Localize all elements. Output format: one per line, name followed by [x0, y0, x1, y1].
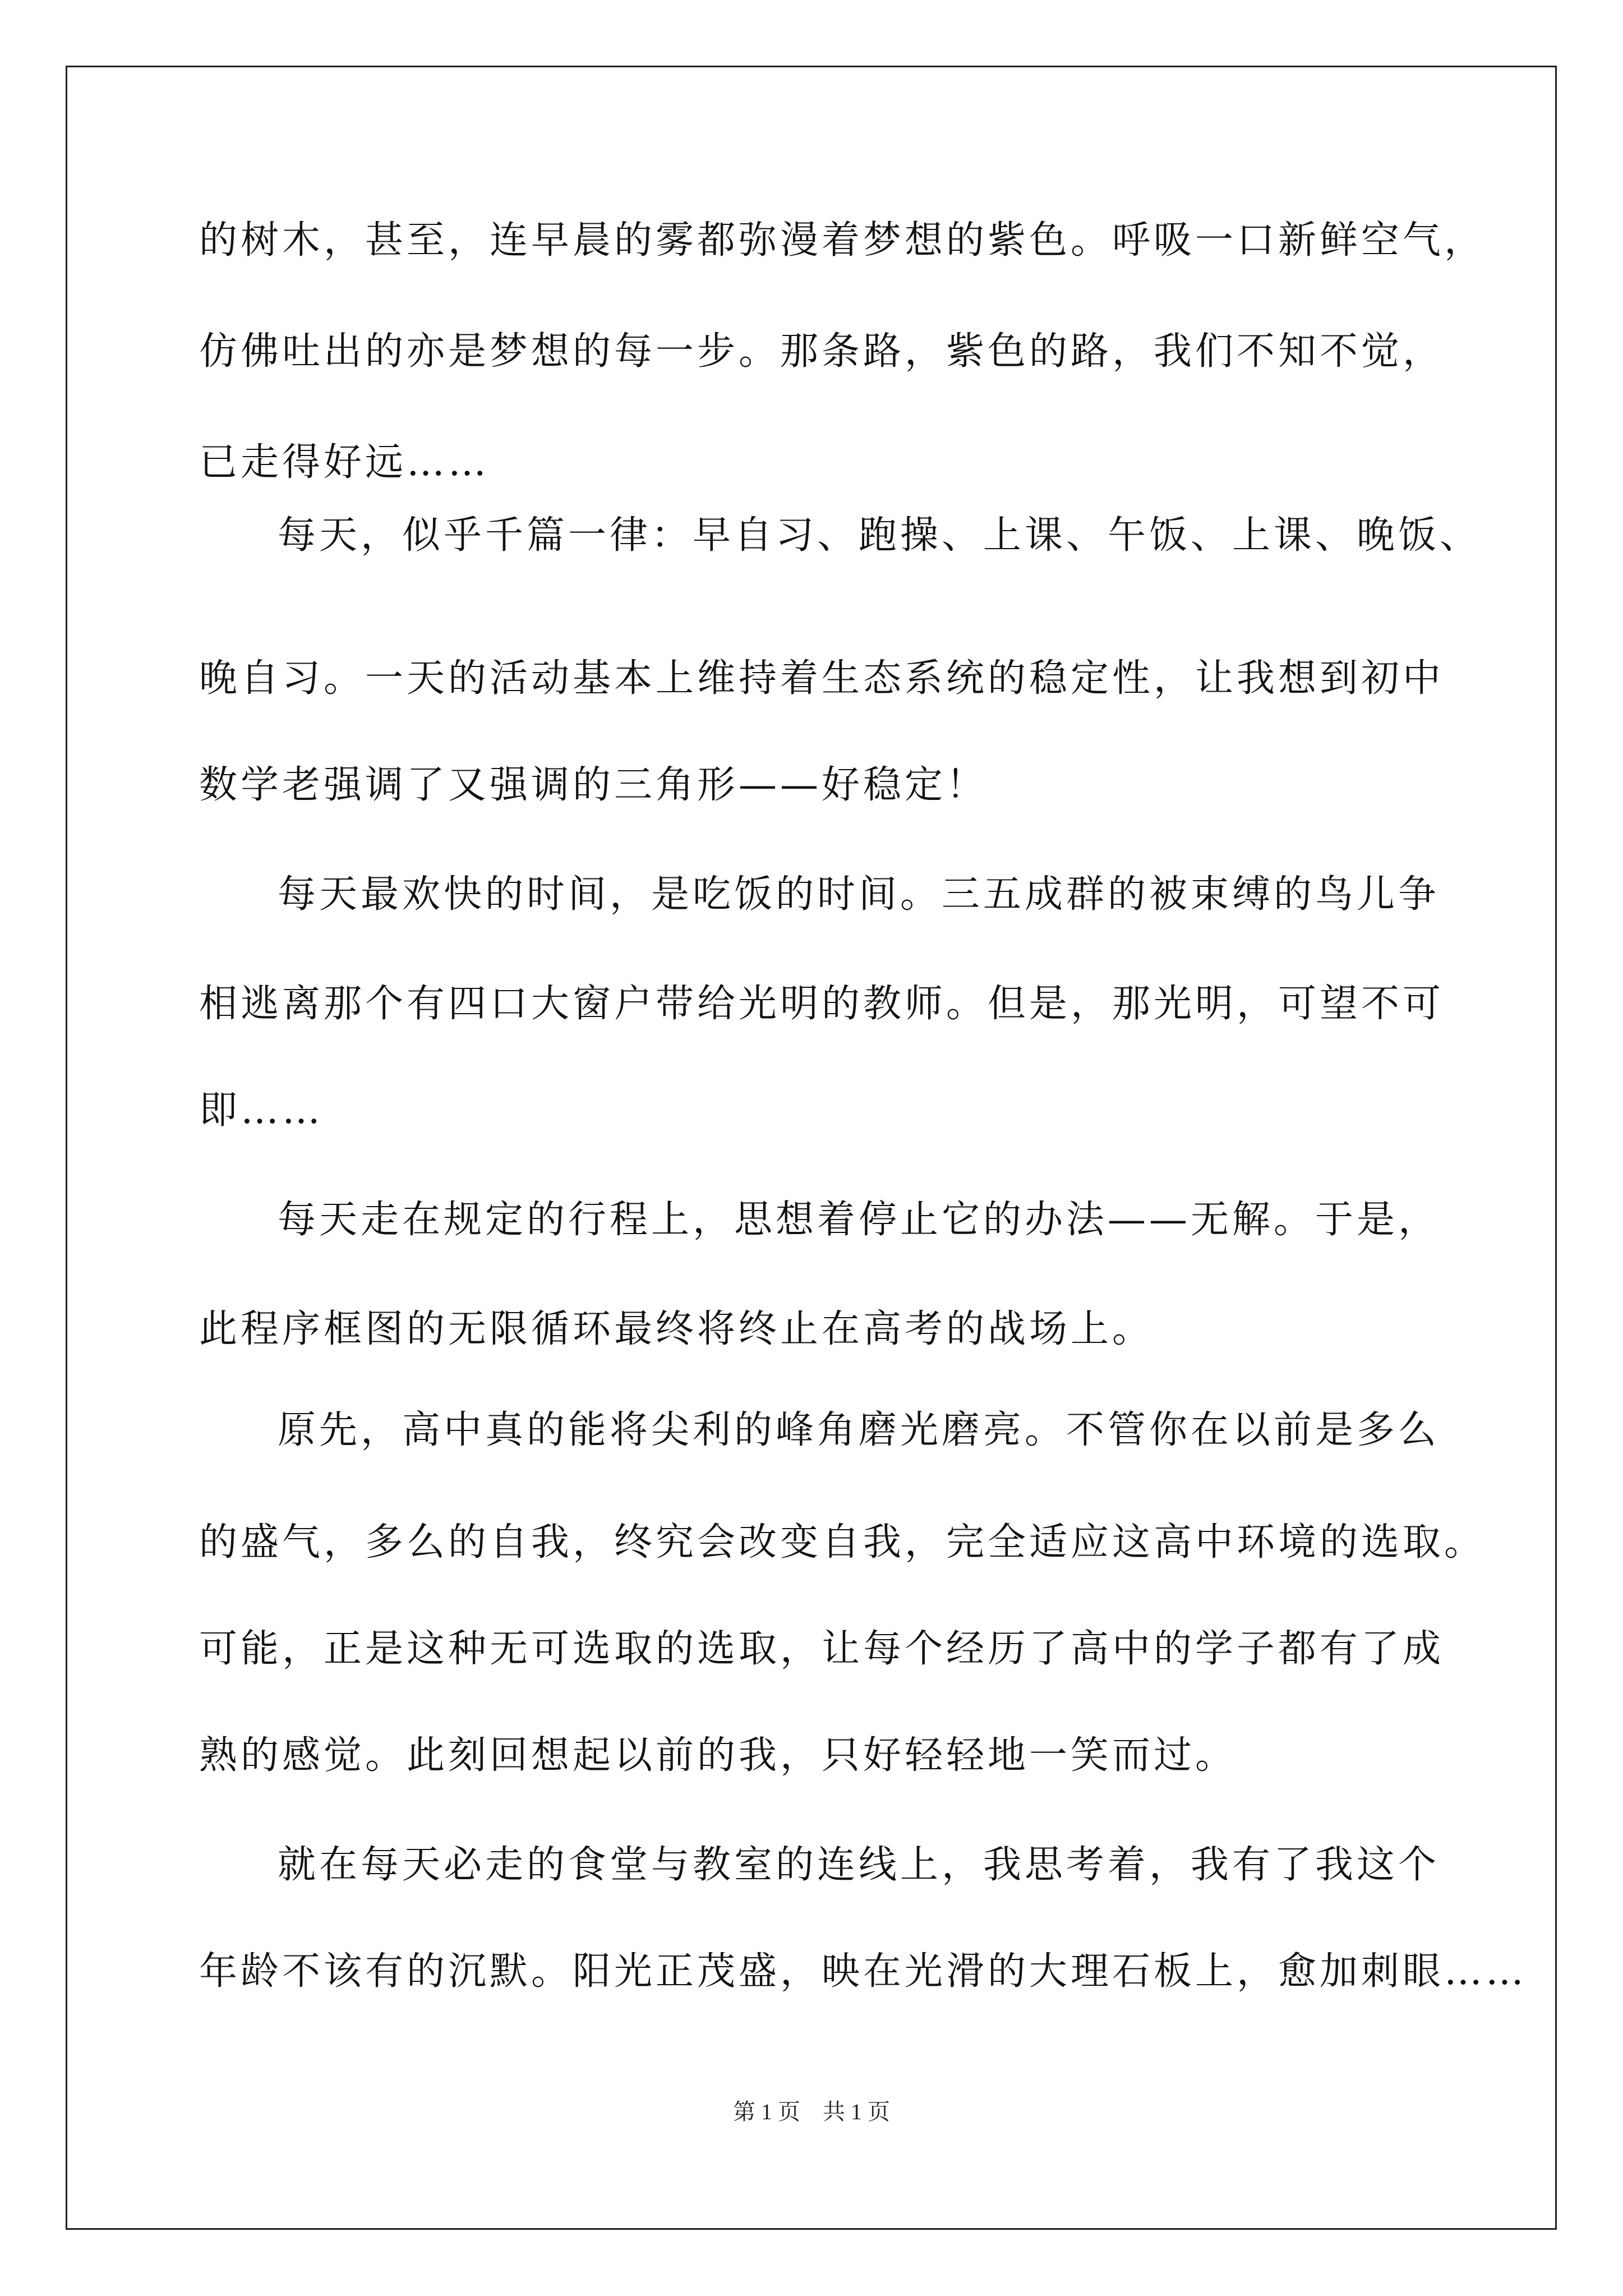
text-line: 可能，正是这种无可选取的选取，让每个经历了高中的学子都有了成 [199, 1627, 1445, 1671]
text-line: 已走得好远…… [199, 440, 490, 485]
paragraph-start-line: 每天最欢快的时间，是吃饭的时间。三五成群的被束缚的鸟儿争 [278, 872, 1440, 917]
text-line: 仿佛吐出的亦是梦想的每一步。那条路，紫色的路，我们不知不觉， [199, 329, 1445, 374]
text-line: 熟的感觉。此刻回想起以前的我，只好轻轻地一笑而过。 [199, 1733, 1237, 1778]
paragraph-start-line: 原先，高中真的能将尖利的峰角磨光磨亮。不管你在以前是多么 [278, 1408, 1440, 1452]
paragraph-start-line: 每天走在规定的行程上，思想着停止它的办法——无解。于是， [278, 1198, 1440, 1242]
text-line: 此程序框图的无限循环最终将终止在高考的战场上。 [199, 1307, 1154, 1351]
text-line: 年龄不该有的沉默。阳光正茂盛，映在光滑的大理石板上，愈加刺眼…… [199, 1949, 1528, 1994]
text-line: 即…… [199, 1088, 324, 1133]
paragraph-start-line: 就在每天必走的食堂与教室的连线上，我思考着，我有了我这个 [278, 1843, 1440, 1887]
page-border [66, 66, 1557, 2230]
text-line: 数学老强调了又强调的三角形——好稳定！ [199, 763, 988, 807]
text-line: 的树木，甚至，连早晨的雾都弥漫着梦想的紫色。呼吸一口新鲜空气， [199, 218, 1486, 263]
text-line: 的盛气，多么的自我，终究会改变自我，完全适应这高中环境的选取。 [199, 1520, 1486, 1565]
page-number-footer: 第 1 页 共 1 页 [733, 2099, 890, 2124]
text-line: 相逃离那个有四口大窗户带给光明的教师。但是，那光明，可望不可 [199, 982, 1445, 1026]
paragraph-start-line: 每天，似乎千篇一律：早自习、跑操、上课、午饭、上课、晚饭、 [278, 513, 1482, 558]
text-line: 晚自习。一天的活动基本上维持着生态系统的稳定性，让我想到初中 [199, 656, 1445, 701]
